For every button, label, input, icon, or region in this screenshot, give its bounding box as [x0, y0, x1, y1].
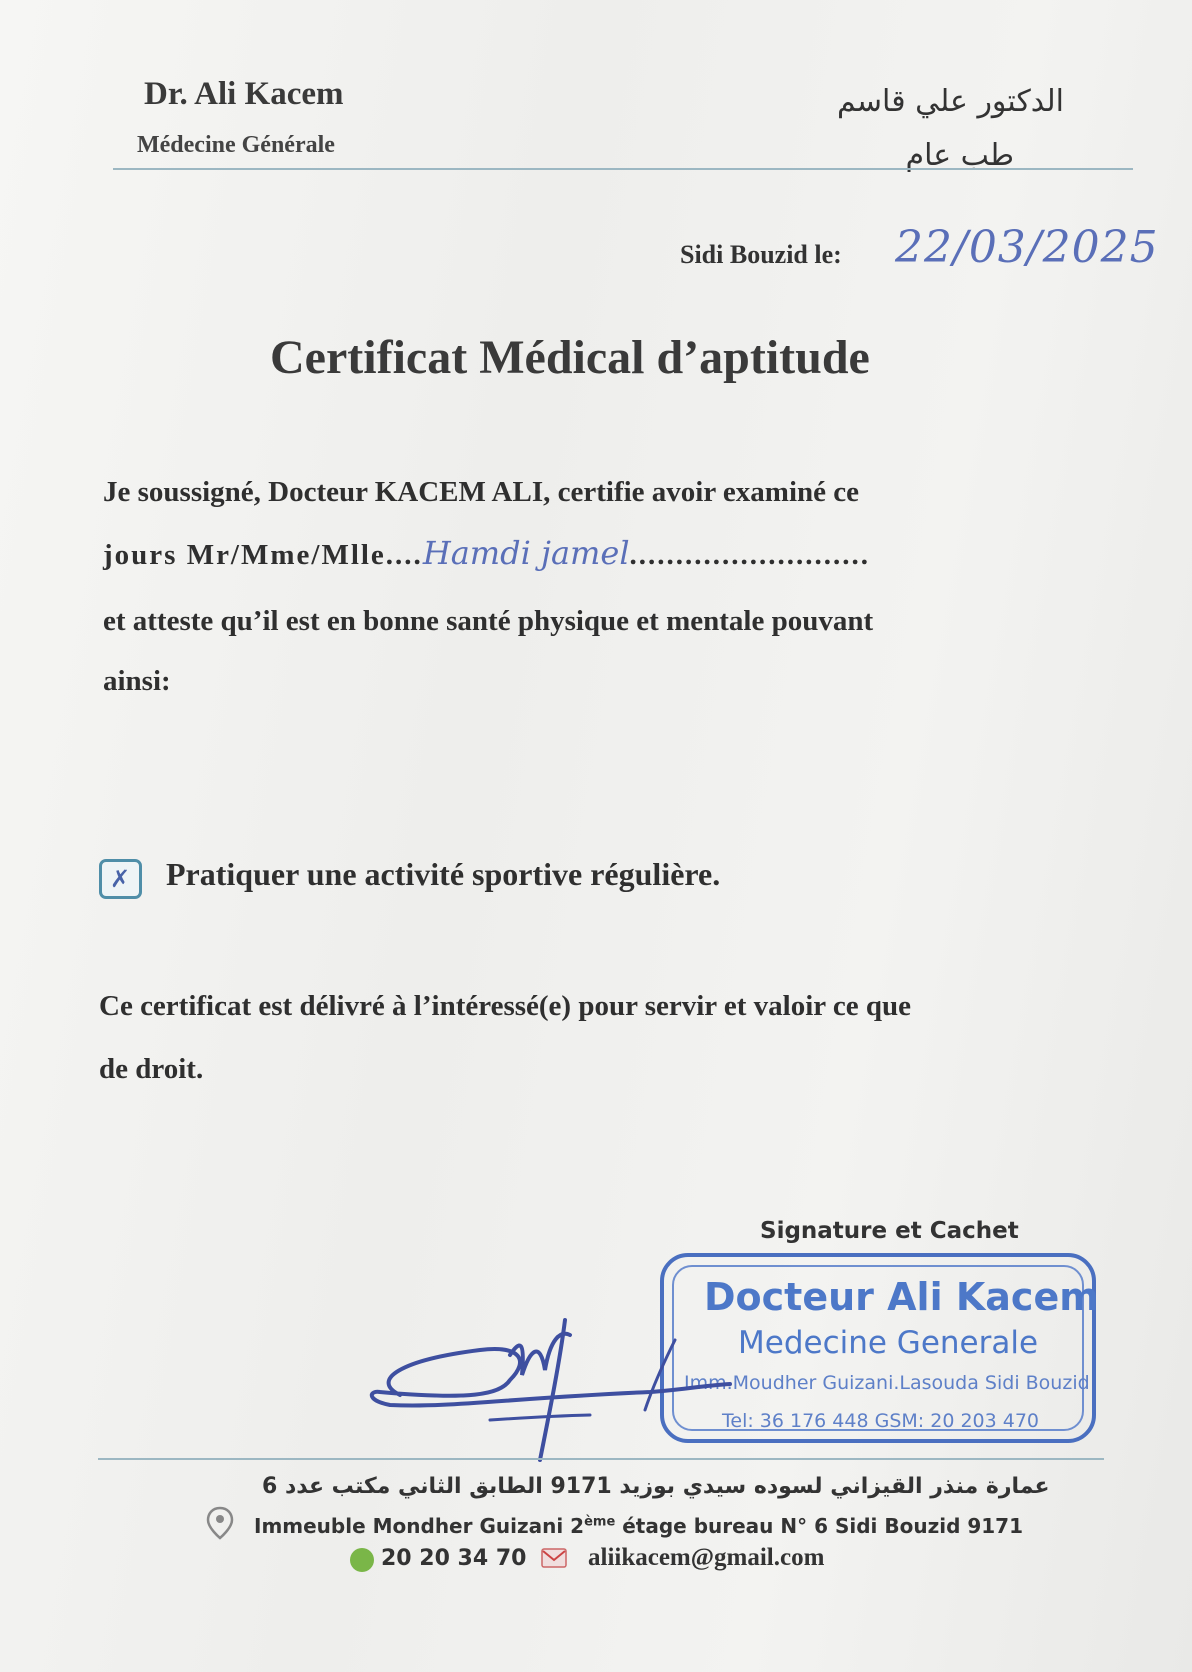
footer-email[interactable]: aliikacem@gmail.com: [588, 1544, 825, 1571]
sport-activity-checkbox[interactable]: [99, 859, 142, 899]
certificate-title: Certificat Médical d’aptitude: [270, 331, 870, 384]
check-mark-icon: ✗: [110, 865, 131, 893]
closing-line-2: de droit.: [99, 1053, 204, 1085]
doctor-name-arabic: الدكتور علي قاسم: [836, 84, 1064, 119]
doctor-specialty: Médecine Générale: [137, 132, 335, 158]
footer-address: Immeuble Mondher Guizani 2ème étage bureau N° 6 Sidi Bouzid 9171: [254, 1514, 1024, 1538]
header-divider: [113, 168, 1133, 170]
date-label: Sidi Bouzid le:: [680, 240, 842, 269]
footer-divider: [98, 1458, 1104, 1460]
location-pin-icon: [206, 1506, 234, 1540]
stamp-line-2: Medecine Generale: [738, 1325, 1039, 1361]
body-line-3: et atteste qu’il est en bonne santé physique et mentale pouvant: [103, 605, 874, 637]
body-line-1: Je soussigné, Docteur KACEM ALI, certifie avoir examiné ce: [103, 476, 860, 508]
patient-suffix-dots: ..........................: [629, 539, 871, 571]
sport-activity-label: Pratiquer une activité sportive régulière.: [166, 856, 721, 892]
footer-phone: 20 20 34 70: [381, 1546, 527, 1571]
closing-line-1: Ce certificat est délivré à l’intéressé(e) pour servir et valoir ce que: [99, 990, 911, 1022]
date-handwritten: 22/03/2025: [895, 222, 1159, 273]
doctor-name: Dr. Ali Kacem: [144, 76, 344, 112]
mail-icon: [541, 1548, 567, 1568]
stamp-line-1: Docteur Ali Kacem: [704, 1275, 1099, 1319]
body-line-4: ainsi:: [103, 665, 171, 697]
handwritten-signature: [360, 1300, 740, 1470]
doctor-specialty-arabic: طب عام: [905, 138, 1014, 173]
patient-name-handwritten: Hamdi jamel: [422, 534, 630, 572]
footer-address-arabic: عمارة منذر القيزاني لسوده سيدي بوزيد 9171 الطابق الثاني مكتب عدد 6: [262, 1474, 1050, 1499]
body-line-2: [103, 534, 870, 572]
patient-prefix: jours Mr/Mme/Mlle....: [103, 539, 423, 571]
signature-label: Signature et Cachet: [760, 1218, 1019, 1244]
stamp-line-3: Imm.Moudher Guizani.Lasouda Sidi Bouzid: [684, 1372, 1090, 1394]
stamp-line-4: Tel: 36 176 448 GSM: 20 203 470: [722, 1410, 1040, 1432]
phone-icon: [350, 1548, 374, 1572]
